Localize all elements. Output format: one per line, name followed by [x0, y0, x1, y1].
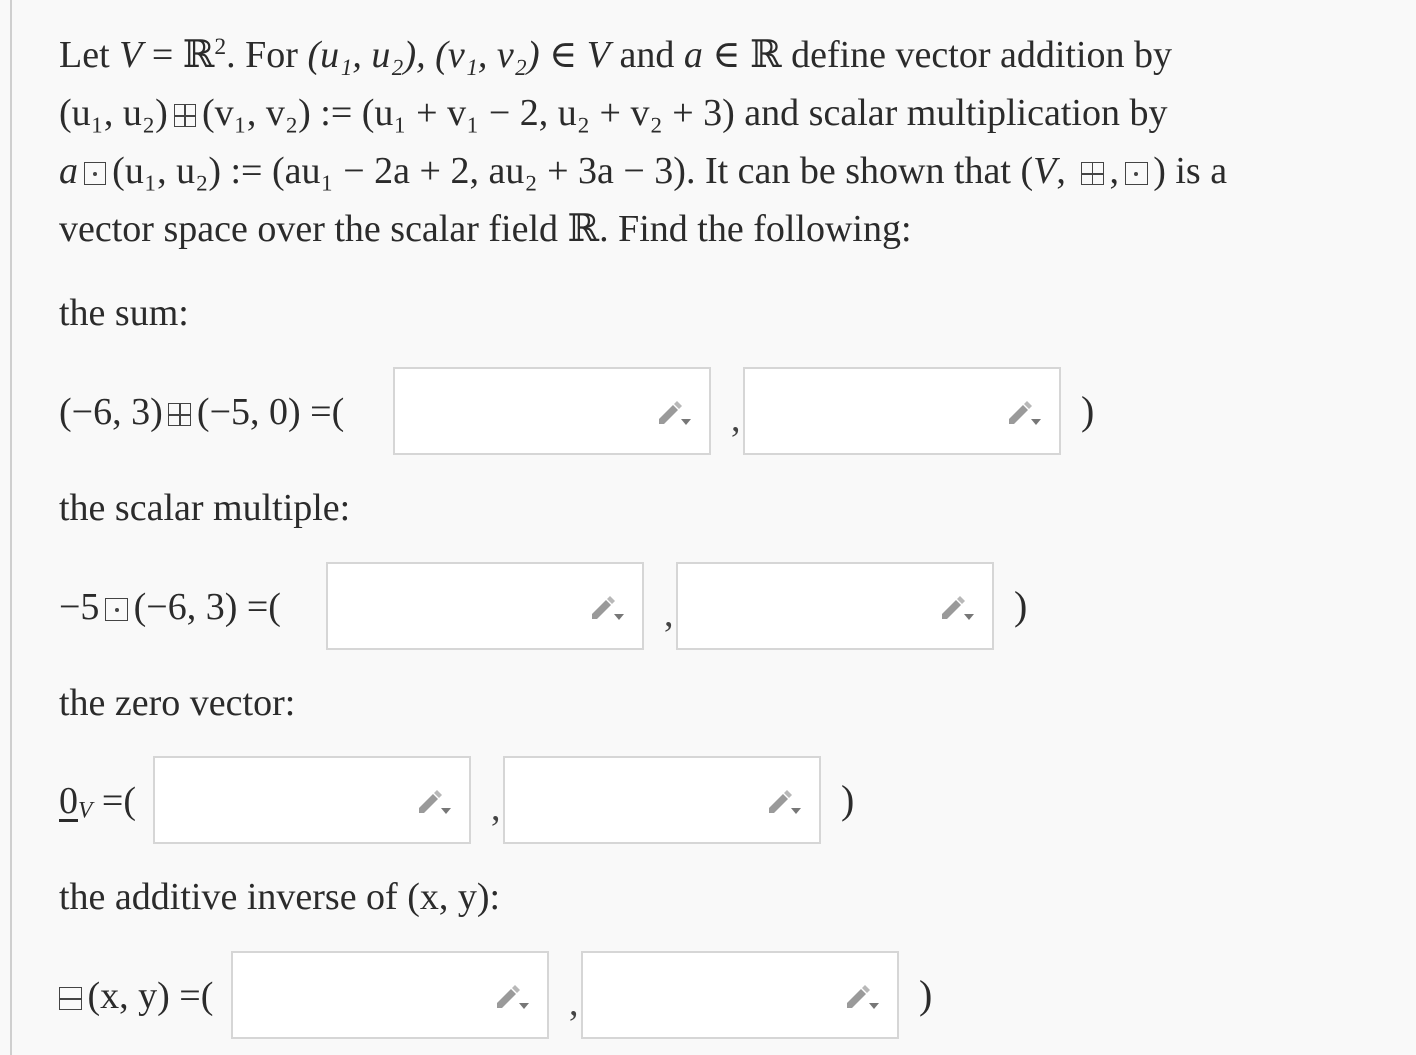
close-paren: )	[1014, 583, 1028, 628]
left-border	[10, 0, 12, 1055]
label-zero: the zero vector:	[59, 682, 296, 724]
pencil-dropdown-icon[interactable]	[1005, 399, 1045, 427]
pencil-dropdown-icon[interactable]	[938, 594, 978, 622]
pencil-dropdown-icon[interactable]	[415, 788, 455, 816]
label-scalar: the scalar multiple:	[59, 487, 351, 529]
boxplus-operator-icon	[1081, 162, 1104, 185]
boxdot-operator-icon	[84, 162, 107, 185]
close-paren: )	[919, 972, 933, 1017]
pencil-dropdown-icon[interactable]	[655, 399, 695, 427]
zero-y-input[interactable]	[503, 756, 821, 844]
sum-y-input[interactable]	[743, 367, 1061, 455]
inverse-y-input[interactable]	[581, 951, 899, 1039]
pencil-dropdown-icon[interactable]	[588, 594, 628, 622]
sum-x-input[interactable]	[393, 367, 711, 455]
zero-row	[59, 756, 1159, 846]
boxplus-operator-icon	[174, 104, 197, 127]
close-paren: )	[841, 777, 855, 822]
zero-x-input[interactable]	[153, 756, 471, 844]
pencil-dropdown-icon[interactable]	[493, 983, 533, 1011]
inverse-expression: (x, y) =(	[59, 973, 213, 1019]
comma: ,	[664, 593, 674, 635]
comma: ,	[569, 982, 579, 1024]
boxdot-operator-icon	[1125, 162, 1148, 185]
zero-expression: $0_V$ =(	[59, 780, 136, 824]
boxplus-operator-icon	[168, 403, 191, 426]
scalar-expression: −5 (−6, 3) =(	[59, 586, 281, 628]
close-paren: )	[1081, 388, 1095, 433]
problem-statement: Let V = ℝ$^2$. For (u₁, u₂), (v₁, v₂) ∈ V and a ∈ ℝ define vector addition by (u₁, u₂) (v₁, v₂) := (u₁ + v₁ − 2, u₂ + v₂ + 3) and scalar multiplication by a (u₁, u₂) := (au₁ − 2a + 2, au₂ + 3a − 3). It can be shown that (V, , ) is a vector space over the scalar field ℝ. Find the following:	[59, 34, 1228, 250]
pencil-dropdown-icon[interactable]	[765, 788, 805, 816]
boxdot-operator-icon	[105, 598, 128, 621]
question-text	[59, 26, 1389, 258]
inverse-row	[59, 951, 1159, 1041]
label-inverse: the additive inverse of (x, y):	[59, 876, 501, 918]
scalar-row	[59, 562, 1159, 652]
scalar-y-input[interactable]	[676, 562, 994, 650]
pencil-dropdown-icon[interactable]	[843, 983, 883, 1011]
label-sum: the sum:	[59, 292, 189, 334]
scalar-x-input[interactable]	[326, 562, 644, 650]
sum-row	[59, 367, 1159, 457]
inverse-x-input[interactable]	[231, 951, 549, 1039]
comma: ,	[491, 787, 501, 829]
sum-expression: (−6, 3) (−5, 0) =(	[59, 391, 345, 433]
comma: ,	[731, 398, 741, 440]
boxminus-operator-icon	[59, 987, 82, 1010]
